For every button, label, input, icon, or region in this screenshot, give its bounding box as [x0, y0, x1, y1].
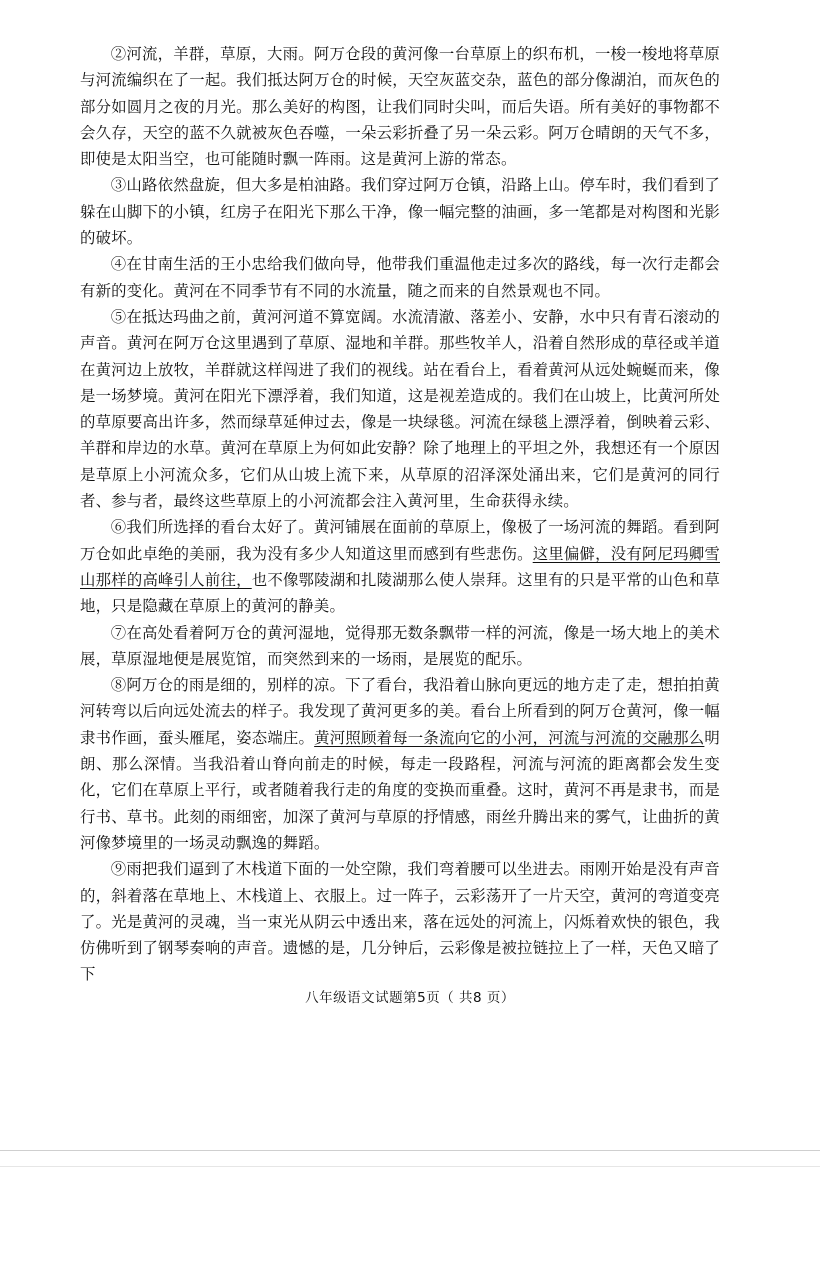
page-edge-divider: [0, 1150, 820, 1151]
blank-area: [0, 1168, 820, 1266]
paragraph-3: [80, 172, 720, 251]
paragraph-text: ④在甘南生活的王小忠给我们做向导，他带我们重温他走过多次的路线，每一次行走都会有新的变化。黄河在不同季节有不同的水流量，随之而来的自然景观也不同。: [80, 255, 720, 300]
paragraph-text: ⑦在高处看着阿万仓的黄河湿地，觉得那无数条飘带一样的河流，像是一场大地上的美术展，草原湿地便是展览馆，而突然到来的一场雨，是展览的配乐。: [80, 623, 720, 668]
paragraph-6: [80, 514, 720, 619]
paragraph-4: [80, 251, 720, 304]
underlined-sentence: 这里偏僻，没有阿尼玛卿雪山那样的高峰引人前往，: [80, 544, 720, 589]
paragraph-7: [80, 620, 720, 673]
paragraph-2: [80, 41, 720, 172]
underlined-sentence: 黄河照顾着每一条流向它的小河，河流与河流的交融那么: [314, 728, 705, 747]
paragraph-text: ③山路依然盘旋，但大多是柏油路。我们穿过阿万仓镇，沿路上山。停车时，我们看到了躲在山脚下的小镇，红房子在阳光下那么干净，像一幅完整的油画，多一笔都是对构图和光影的破坏。: [80, 176, 720, 248]
paragraph-text: ⑥我们所选择的看台太好了。黄河铺展在面前的草原上，像极了一场河流的舞蹈。看到阿万仓如此卓绝的美丽，我为没有多少人知道这里而感到有些悲伤。: [80, 518, 720, 563]
paragraph-text: 也不像鄂陵湖和扎陵湖那么使人崇拜。这里有的只是平常的山色和草地，只是隐藏在草原上的黄河的静美。: [80, 570, 720, 616]
paragraph-text: ⑤在抵达玛曲之前，黄河河道不算宽阔。水流清澈、落差小、安静，水中只有青石滚动的声音。黄河在阿万仓这里遇到了草原、湿地和羊群。那些牧羊人，沿着自然形成的草径或羊道在黄河边上放牧，羊群就这样闯进了我们的视线。站在看台上，看着黄河从远处蜿蜒而来，像是一场梦境。黄河在阳光下漂浮着，我们知道，这是视差造成的。我们在山坡上，比黄河所处的草原要高出许多，然而绿草延伸过去，像是一块绿毯。河流在绿毯上漂浮着，倒映着云彩、羊群和岸边的水草。黄河在草原上为何如此安静？除了地理上的平坦之外，我想还有一个原因是草原上小河流众多，它们从山坡上流下来，从草原的沼泽深处涌出来，它们是黄河的同行者、参与者，最终这些草原上的小河流都会注入黄河里，生命获得永续。: [80, 307, 720, 511]
page-footer: 八年级语文试题第5页（ 共8 页）: [305, 990, 515, 1006]
page-edge-divider-lower: [0, 1166, 820, 1167]
paragraph-text: ⑨雨把我们逼到了木栈道下面的一处空隙，我们弯着腰可以坐进去。雨刚开始是没有声音的，斜着落在草地上、木栈道上、衣服上。过一阵子，云彩荡开了一片天空，黄河的弯道变亮了。光是黄河的灵魂，当一束光从阴云中透出来，落在远处的河流上，闪烁着欢快的银色，我仿佛听到了钢琴奏响的声音。遗憾的是，几分钟后，云彩像是被拉链拉上了一样，天色又暗了下: [80, 860, 720, 984]
paragraph-5: [80, 304, 720, 514]
paragraph-9: [80, 856, 720, 987]
paragraph-8: [80, 672, 720, 856]
paragraph-text: ⑧阿万仓的雨是细的，别样的凉。下了看台，我沿着山脉向更远的地方走了走，想拍拍黄河转弯以后向远处流去的样子。我发现了黄河更多的美。看台上所看到的阿万仓黄河，像一幅隶书作画，蚕头雁尾，姿态端庄。: [80, 676, 720, 747]
reading-passage: [80, 41, 720, 988]
paragraph-text: ②河流，羊群，草原，大雨。阿万仓段的黄河像一台草原上的织布机，一梭一梭地将草原与河流编织在了一起。我们抵达阿万仓的时候，天空灰蓝交杂，蓝色的部分像湖泊，而灰色的部分如圆月之夜的月光。那么美好的构图，让我们同时尖叫，而后失语。所有美好的事物都不会久存，天空的蓝不久就被灰色吞噬，一朵云彩折叠了另一朵云彩。阿万仓晴朗的天气不多，即使是太阳当空，也可能随时飘一阵雨。这是黄河上游的常态。: [80, 45, 720, 169]
paragraph-text: 明朗、那么深情。当我沿着山脊向前走的时候，每走一段路程，河流与河流的距离都会发生变化，它们在草原上平行，或者随着我行走的角度的变换而重叠。这时，黄河不再是隶书，而是行书、草书。此刻的雨细密，加深了黄河与草原的抒情感，雨丝升腾出来的雾气，让曲折的黄河像梦境里的一场灵动飘逸的舞蹈。: [80, 728, 720, 852]
